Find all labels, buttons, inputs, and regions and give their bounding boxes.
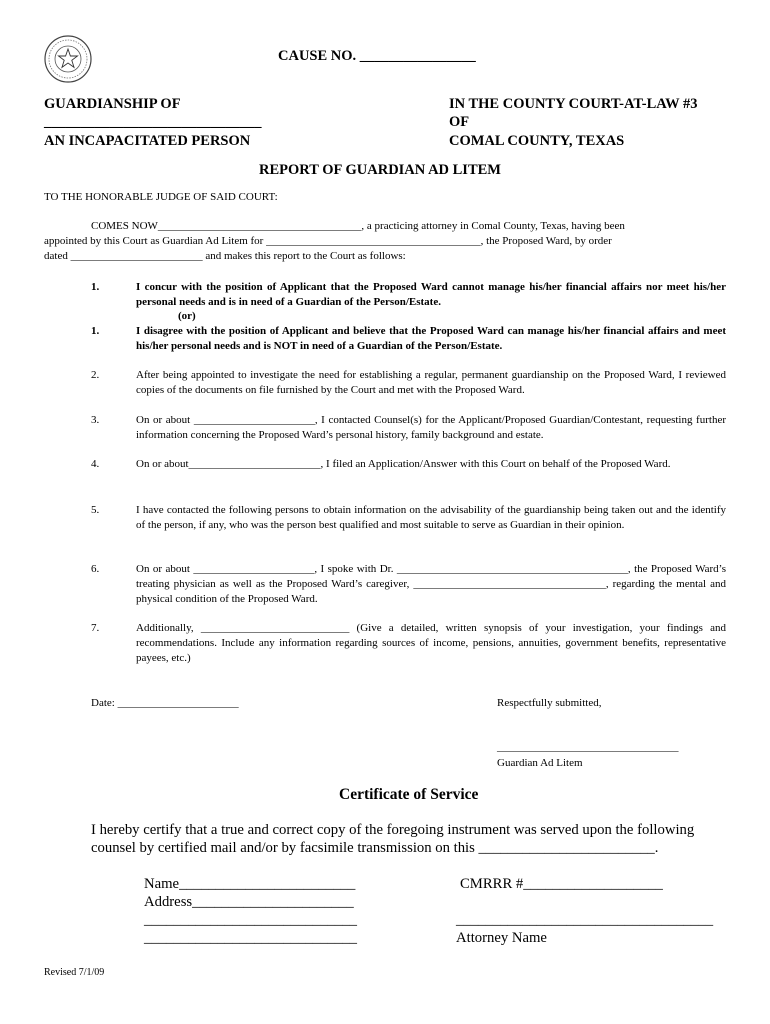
item-4: On or about________________________, I filed an Application/Answer with this Court on behalf of the Proposed Ward. — [136, 458, 671, 470]
item-concur: I concur with the position of Applicant that the Proposed Ward cannot manage his/her financial affairs nor meet his/her personal needs and is in need of a Guardian of the Person/Estate. — [136, 281, 726, 308]
address-blank-2: _____________________________ — [144, 930, 357, 946]
incapacitated-person-label: AN INCAPACITATED PERSON — [44, 133, 251, 149]
intro-line-1: COMES NOW_____________________________________, a practicing attorney in Comal County, Texas, having been — [91, 220, 625, 232]
county-name: COMAL COUNTY, TEXAS — [449, 133, 625, 149]
court-name: IN THE COUNTY COURT-AT-LAW #3 — [449, 96, 698, 112]
item-3: On or about ______________________, I contacted Counsel(s) for the Applicant/Proposed Guardian/Contestant, requesting further information concerning the Proposed Ward’s personal history, family background and estate. — [136, 414, 726, 441]
date-line: Date: ______________________ — [91, 697, 239, 709]
item-number: 6. — [91, 563, 100, 575]
court-of: OF — [449, 114, 470, 130]
attorney-name-label: Attorney Name — [456, 930, 547, 946]
attorney-signature-line: ___________________________________ — [456, 912, 714, 928]
ward-name-blank: ______________________________ — [44, 114, 262, 130]
respectfully-submitted: Respectfully submitted, — [497, 697, 602, 709]
address-blank-1: _____________________________ — [144, 912, 357, 928]
item-5: I have contacted the following persons to obtain information on the advisability of the guardianship being taken out and the identify of the person, if any, who was the person best qualified and most suitable to serve as Guardian in their opinion. — [136, 504, 726, 531]
report-title: REPORT OF GUARDIAN AD LITEM — [259, 162, 501, 178]
item-number: 1. — [91, 281, 100, 293]
certificate-title: Certificate of Service — [339, 786, 479, 803]
salutation: TO THE HONORABLE JUDGE OF SAID COURT: — [44, 191, 278, 203]
item-number: 4. — [91, 458, 100, 470]
certificate-text-2: counsel by certified mail and/or by facsimile transmission on this ________________________. — [91, 840, 659, 856]
name-field: Name________________________ — [144, 876, 356, 892]
item-number: 3. — [91, 414, 100, 426]
item-number: 2. — [91, 369, 100, 381]
guardianship-of-label: GUARDIANSHIP OF — [44, 96, 181, 112]
item-number: 1. — [91, 325, 100, 337]
certificate-text-1: I hereby certify that a true and correct copy of the foregoing instrument was served upon the following — [91, 822, 695, 838]
cmrrr-field: CMRRR #___________________ — [460, 876, 663, 892]
county-seal-icon — [44, 35, 92, 83]
item-disagree: I disagree with the position of Applicant and believe that the Proposed Ward can manage his/her financial affairs and meet his/her personal needs and is NOT in need of a Guardian of the Person/Estate. — [136, 325, 726, 352]
guardian-ad-litem-label: Guardian Ad Litem — [497, 757, 583, 769]
item-6: On or about ______________________, I spoke with Dr. __________________________________________, the Proposed Ward’s treating physician as well as the Proposed Ward’s caregiver, ___________________________________, regarding the mental and physical condition of the Proposed Ward. — [136, 563, 726, 605]
intro-line-2: appointed by this Court as Guardian Ad Litem for _______________________________________, the Proposed Ward, by order — [44, 235, 612, 247]
revised-date: Revised 7/1/09 — [44, 967, 105, 978]
cause-number: CAUSE NO. ________________ — [278, 48, 476, 64]
item-number: 5. — [91, 504, 100, 516]
signature-line: _________________________________ — [497, 741, 679, 753]
item-7: Additionally, ___________________________ (Give a detailed, written synopsis of your investigation, your findings and recommendations. Include any information regarding sources of income, pensions, annuities, government benefits, representative payees, etc.) — [136, 622, 726, 664]
address-field: Address______________________ — [144, 894, 354, 910]
intro-line-3: dated ________________________ and makes this report to the Court as follows: — [44, 250, 406, 262]
item-number: 7. — [91, 622, 100, 634]
item-or: (or) — [178, 310, 196, 322]
item-2: After being appointed to investigate the need for establishing a regular, permanent guardianship on the Proposed Ward, I reviewed copies of the documents on file furnished by the Court and met with the Proposed Ward. — [136, 369, 726, 396]
